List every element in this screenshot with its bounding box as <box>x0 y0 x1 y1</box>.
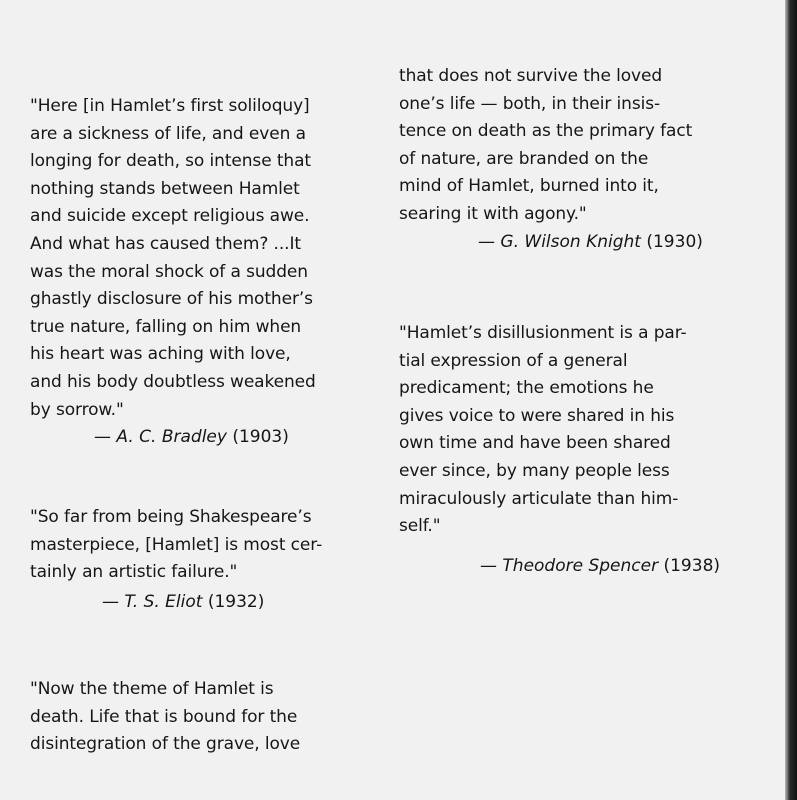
quote-line: ghastly disclosure of his mother’s <box>30 289 313 310</box>
quote-line: own time and have been shared <box>399 433 671 454</box>
quote-line: And what has caused them? ...It <box>30 233 301 254</box>
quote-attribution <box>399 229 703 257</box>
quote-line: longing for death, so intense that <box>30 151 311 172</box>
quote-line: self." <box>399 516 441 537</box>
quote-line: by sorrow." <box>30 399 124 420</box>
quote-line: "Hamlet’s disillusionment is a par- <box>399 323 687 343</box>
quote-line: "Now the theme of Hamlet is <box>30 679 274 699</box>
quote-line: "Here [in Hamlet’s first soliloquy] <box>30 96 310 116</box>
quote-line: one’s life — both, in their insis- <box>399 93 661 114</box>
quote-line: tial expression of a general <box>399 350 628 371</box>
quote-knight-part2 <box>399 63 703 256</box>
quote-line: tence on death as the primary fact <box>399 121 693 142</box>
author-name: — Theodore Spencer <box>480 555 659 576</box>
quote-bradley <box>30 93 316 452</box>
author-name: — G. Wilson Knight <box>478 231 641 252</box>
quote-line: miraculously articulate than him- <box>399 488 679 509</box>
quote-year: (1938) <box>663 555 721 576</box>
quote-attribution <box>30 424 316 452</box>
quote-line: death. Life that is bound for the <box>30 706 298 727</box>
quote-eliot <box>30 504 322 616</box>
quote-line: of nature, are branded on the <box>399 148 649 169</box>
quote-line: true nature, falling on him when <box>30 316 302 337</box>
quote-line: and his body doubtless weakened <box>30 371 316 392</box>
quote-line: his heart was aching with love, <box>30 344 291 365</box>
quote-line: disintegration of the grave, love <box>30 734 301 755</box>
quote-year: (1903) <box>232 427 289 448</box>
quote-line: was the moral shock of a sudden <box>30 261 308 282</box>
author-name: — A. C. Bradley <box>94 427 227 448</box>
author-name: — T. S. Eliot <box>102 591 203 612</box>
quote-year: (1932) <box>207 591 265 612</box>
quote-line: masterpiece, [Hamlet] is most cer- <box>30 534 323 555</box>
page-edge-shadow <box>785 0 797 800</box>
quote-line: predicament; the emotions he <box>399 378 654 399</box>
quote-line: nothing stands between Hamlet <box>30 178 300 199</box>
quote-attribution <box>30 589 322 617</box>
quote-line: "So far from being Shakespeare’s <box>30 507 312 527</box>
quote-line: ever since, by many people less <box>399 460 670 481</box>
quote-year: (1930) <box>646 231 703 252</box>
quote-line: mind of Hamlet, burned into it, <box>399 176 659 197</box>
quote-line: gives voice to were shared in his <box>399 405 675 426</box>
quote-attribution <box>399 553 720 581</box>
quote-line: that does not survive the loved <box>399 66 663 86</box>
quote-line: and suicide except religious awe. <box>30 206 310 227</box>
quote-line: tainly an artistic failure." <box>30 562 238 583</box>
quote-line: are a sickness of life, and even a <box>30 123 306 144</box>
quote-knight-part1 <box>30 676 300 759</box>
quote-spencer <box>399 320 720 580</box>
quote-line: searing it with agony." <box>399 203 587 224</box>
